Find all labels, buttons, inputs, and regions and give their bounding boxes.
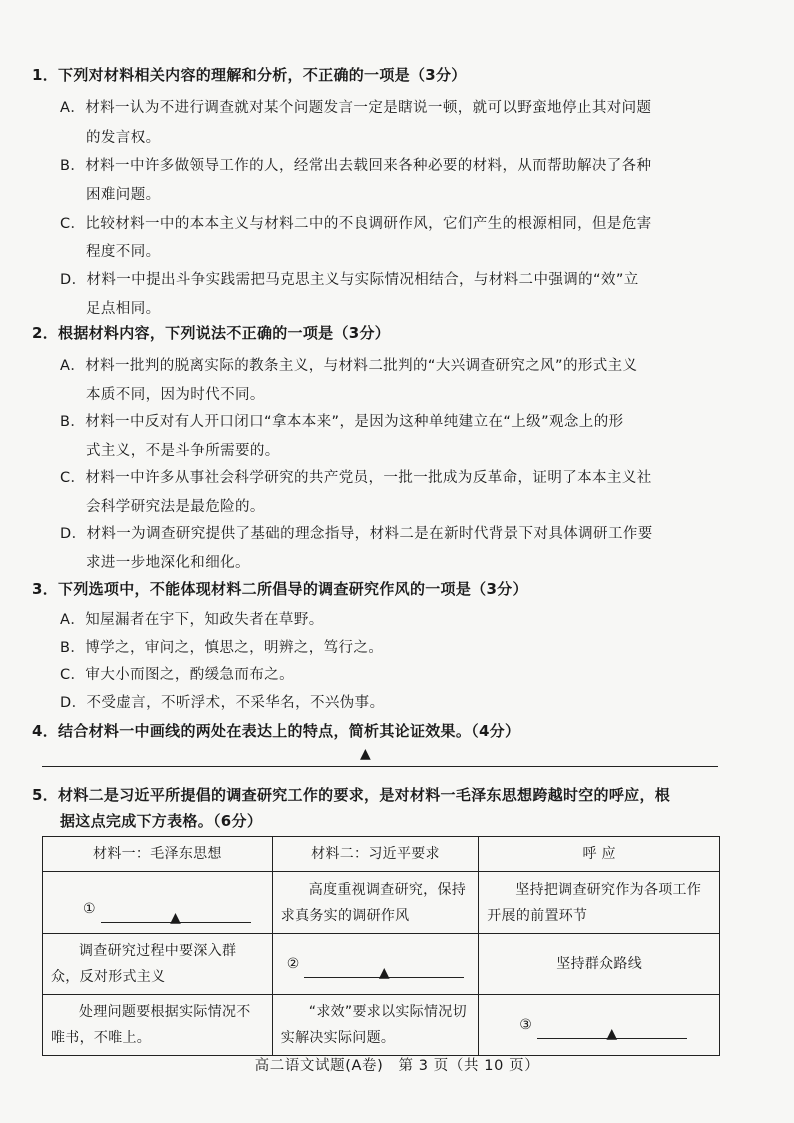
q2-option-b-cont: 式主义，不是斗争所需要的。 bbox=[86, 443, 280, 459]
question-4-stem: 4．结合材料一中画线的两处在表达上的特点，简析其论证效果。（4分） bbox=[32, 722, 521, 740]
q2-option-c-cont: 会科学研究法是最危险的。 bbox=[86, 499, 265, 515]
table-cell-blank-1[interactable] bbox=[43, 872, 273, 934]
question-5-stem-cont: 据这点完成下方表格。（6分） bbox=[60, 812, 263, 830]
table-header-cell: 呼 应 bbox=[479, 837, 720, 872]
table-cell: 坚持把调查研究作为各项工作开展的前置环节 bbox=[479, 872, 720, 934]
table-cell: 高度重视调查研究，保持求真务实的调研作风 bbox=[272, 872, 478, 934]
q1-option-a-cont: 的发言权。 bbox=[86, 130, 161, 146]
q2-option-d-cont: 求进一步地深化和细化。 bbox=[86, 555, 250, 571]
table-header-cell: 材料二：习近平要求 bbox=[272, 837, 478, 872]
q3-option-d: D．不受虚言，不听浮术，不采华名，不兴伪事。 bbox=[60, 695, 385, 711]
q3-option-c: C．审大小而图之，酌缓急而布之。 bbox=[60, 667, 295, 683]
q3-option-b: B．博学之，审问之，慎思之，明辨之，笃行之。 bbox=[60, 640, 384, 656]
table-header-row bbox=[43, 837, 720, 872]
q1-option-d-cont: 足点相同。 bbox=[86, 301, 161, 317]
fill-blank-line[interactable] bbox=[101, 904, 251, 926]
answer-line bbox=[42, 766, 718, 767]
table-header-cell: 材料一：毛泽东思想 bbox=[43, 837, 273, 872]
blank-number: ② bbox=[286, 956, 300, 972]
table-cell-blank-2[interactable] bbox=[272, 934, 478, 995]
q3-option-a: A．知屋漏者在宇下，知政失者在草野。 bbox=[60, 612, 324, 628]
q1-option-b: B．材料一中许多做领导工作的人，经常出去载回来各种必要的材料，从而帮助解决了各种 bbox=[60, 158, 652, 174]
blank-number: ③ bbox=[519, 1017, 533, 1033]
table-cell-blank-3[interactable] bbox=[479, 995, 720, 1056]
fill-blank-line[interactable] bbox=[304, 959, 464, 981]
fill-blank-line[interactable] bbox=[537, 1020, 687, 1042]
table-row bbox=[43, 934, 720, 995]
page-footer: 高二语文试题(A卷) 第 3 页（共 10 页） bbox=[254, 1058, 540, 1074]
table-cell: “求效”要求以实际情况切实解决实际问题。 bbox=[272, 995, 478, 1056]
blank-number: ① bbox=[83, 901, 96, 917]
q2-option-d: D．材料一为调查研究提供了基础的理念指导，材料二是在新时代背景下对具体调研工作要 bbox=[60, 526, 653, 542]
table-row bbox=[43, 995, 720, 1056]
table-cell: 调查研究过程中要深入群众，反对形式主义 bbox=[43, 934, 273, 995]
q2-option-c: C．材料一中许多从事社会科学研究的共产党员，一批一批成为反革命，证明了本本主义社 bbox=[60, 470, 652, 486]
q2-option-a: A．材料一批判的脱离实际的教条主义，与材料二批判的“大兴调查研究之风”的形式主义 bbox=[60, 358, 638, 374]
q1-option-a: A．材料一认为不进行调查就对某个问题发言一定是瞎说一顿，就可以野蛮地停止其对问题 bbox=[60, 100, 652, 116]
answer-triangle-marker: ▲ bbox=[360, 746, 371, 762]
q1-option-c-cont: 程度不同。 bbox=[86, 244, 161, 260]
q2-option-a-cont: 本质不同，因为时代不同。 bbox=[86, 387, 265, 403]
q1-option-b-cont: 困难问题。 bbox=[86, 187, 161, 203]
question-2-stem: 2．根据材料内容，下列说法不正确的一项是（3分） bbox=[32, 324, 391, 342]
q1-option-d: D．材料一中提出斗争实践需把马克思主义与实际情况相结合，与材料二中强调的“效”立 bbox=[60, 272, 639, 288]
table-row bbox=[43, 872, 720, 934]
question-5-stem: 5．材料二是习近平所提倡的调查研究工作的要求，是对材料一毛泽东思想跨越时空的呼应，根 bbox=[32, 786, 671, 804]
table-cell: 坚持群众路线 bbox=[479, 934, 720, 995]
q2-option-b: B．材料一中反对有人开口闭口“拿本本来”，是因为这种单纯建立在“上级”观念上的形 bbox=[60, 414, 624, 430]
question-1-stem: 1．下列对材料相关内容的理解和分析，不正确的一项是（3分） bbox=[32, 66, 467, 84]
blank-triangle-marker: ▲ bbox=[606, 1026, 618, 1042]
response-table bbox=[42, 836, 720, 1056]
table-cell: 处理问题要根据实际情况不唯书，不唯上。 bbox=[43, 995, 273, 1056]
blank-triangle-marker: ▲ bbox=[170, 910, 182, 926]
q1-option-c: C．比较材料一中的本本主义与材料二中的不良调研作风，它们产生的根源相同，但是危害 bbox=[60, 216, 652, 232]
question-3-stem: 3．下列选项中，不能体现材料二所倡导的调查研究作风的一项是（3分） bbox=[32, 580, 528, 598]
blank-triangle-marker: ▲ bbox=[378, 965, 390, 981]
